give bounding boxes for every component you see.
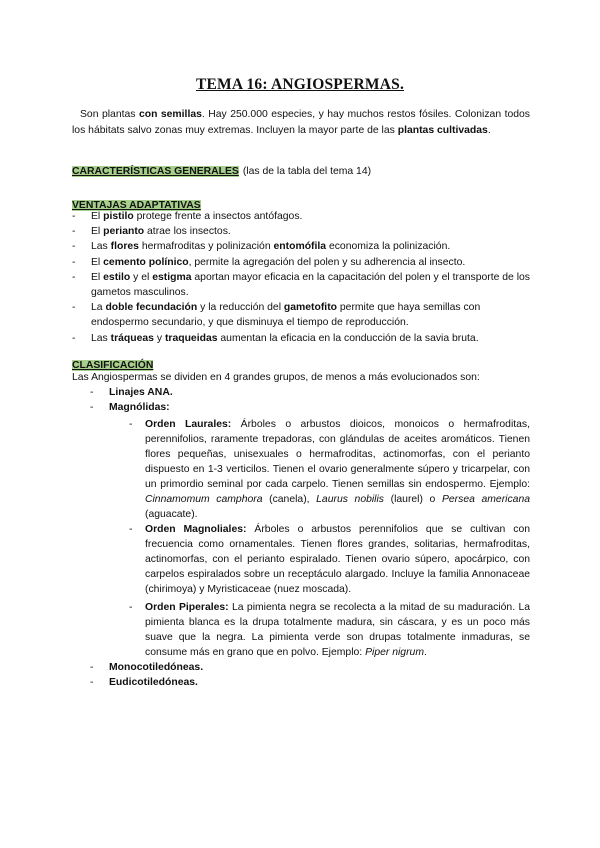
groups-list: [72, 385, 530, 690]
list-item: - Las tráqueas y traqueidas aumentan la eficacia en la conducción de la savia bruta.: [72, 331, 530, 346]
page-title: TEMA 16: ANGIOSPERMAS.: [195, 76, 405, 93]
clasificacion-heading: CLASIFICACIÓN: [72, 360, 154, 371]
group-item: - Eudicotiledóneas.: [72, 675, 530, 690]
group-item: - Linajes ANA.: [72, 385, 530, 400]
order-item: - Orden Laurales: Árboles o arbustos dioicos, monoicos o hermafroditas, perennifolios, raramente trepadoras, con glándulas de aceites aromáticos. Tienen flores pequeñas, unisexuales o hermafroditas, actinomorfas, con el perianto dispuesto en 1-3 verticilos. Tienen el ovario generalmente súpero y tricarpelar, con un primordio seminal por cada carpelo. Tienen semillas sin endospermo. Ejemplo: Cinnamomum camphora (canela), Laurus nobilis (laurel) o Persea americana (aguacate).: [109, 417, 530, 522]
caracteristicas-note: (las de la tabla del tema 14): [242, 166, 372, 177]
list-item: - El estilo y el estigma aportan mayor eficacia en la capacitación del polen y el transporte de los gametos masculinos.: [72, 270, 530, 300]
order-item: - Orden Magnoliales: Árboles o arbustos perennifolios que se cultivan con frecuencia como ornamentales. Tienen flores grandes, solitarias, hermafroditas, actinomorfas, con el perianto espiralado. Tienen ovario súpero, apocárpico, con carpelos espiralados sobre un receptáculo alargado. Incluye la familia Annonaceae (chirimoya) y Myristicaceae (nuez moscada).: [109, 522, 530, 597]
list-item: - El perianto atrae los insectos.: [72, 224, 530, 239]
clasificacion-intro: Las Angiospermas se dividen en 4 grandes grupos, de menos a más evolucionados son:: [72, 372, 480, 383]
ventajas-list: [72, 209, 530, 346]
caracteristicas-heading: CARACTERÍSTICAS GENERALES: [72, 166, 239, 177]
order-item: - Orden Piperales: La pimienta negra se recolecta a la mitad de su maduración. La pimienta blanca es la drupa totalmente madura, sin cáscara, y es un poco más suave que la negra. La pimienta verde son drupas totalmente inmaduras, se consume más en grano que en polvo. Ejemplo: Piper nigrum.: [109, 600, 530, 660]
intro-paragraph: Son plantas con semillas. Hay 250.000 especies, y hay muchos restos fósiles. Colonizan todos los hábitats salvo zonas muy extremas. Incluyen la mayor parte de las plantas cultivadas.: [72, 109, 530, 136]
list-item: - El pistilo protege frente a insectos antófagos.: [72, 209, 530, 224]
group-item: - Magnólidas: - Orden Laurales: Árboles o arbustos dioicos, monoicos o hermafroditas, perennifolios, raramente trepadoras, con glándulas de aceites aromáticos. Tienen flores pequeñas, unisexuales o hermafroditas, actinomorfas, con el perianto dispuesto en 1-3 verticilos. Tienen el ovario generalmente súpero y tricarpelar, con un primordio seminal por cada carpelo. Tienen semillas sin endospermo. Ejemplo: Cinnamomum camphora (canela), Laurus nobilis (laurel) o Persea americana (aguacate). - Orden Magnoliales: Árboles o arbustos perennifolios que se cultivan con frecuencia como ornamentales. Tienen flores grandes, solitarias, hermafroditas, actinomorfas, con el perianto espiralado. Tienen ovario súpero, apocárpico, con carpelos espiralados sobre un receptáculo alargado. Incluye la familia Annonaceae (chirimoya) y Myristicaceae (nuez moscada). - Orden Piperales: La pimienta negra se recolecta a la mitad de su maduración. La pimienta blanca es la drupa totalmente madura, sin cáscara, y es un poco más suave que la negra. La pimienta verde son drupas totalmente inmaduras, se consume más en grano que en polvo. Ejemplo: Piper nigrum.: [72, 400, 530, 660]
list-item: - Las flores hermafroditas y polinización entomófila economiza la polinización.: [72, 239, 530, 254]
group-item: - Monocotiledóneas.: [72, 660, 530, 675]
orders-list: [109, 417, 530, 660]
list-item: - El cemento polínico, permite la agregación del polen y su adherencia al insecto.: [72, 255, 530, 270]
caracteristicas-heading-row: [72, 166, 371, 177]
ventajas-heading: VENTAJAS ADAPTATIVAS: [72, 200, 201, 211]
list-item: - La doble fecundación y la reducción del gametofito permite que haya semillas con endospermo secundario, y que disminuya el tiempo de reproducción.: [72, 300, 530, 330]
